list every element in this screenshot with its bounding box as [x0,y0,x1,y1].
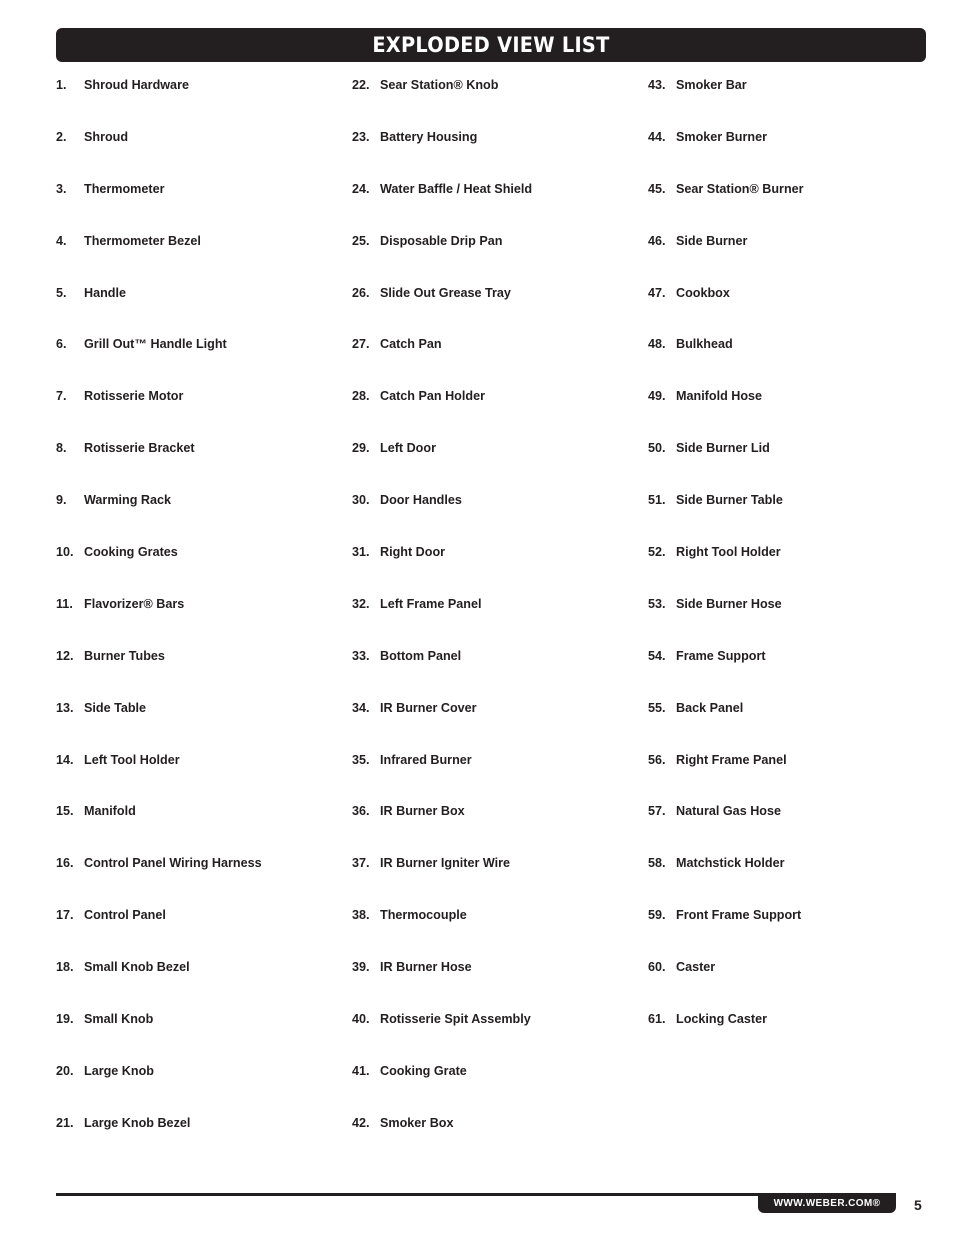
item-label: Manifold Hose [676,389,763,404]
item-label: Small Knob Bezel [84,960,190,975]
item-label: Side Table [84,700,147,715]
parts-column-2 [352,76,642,1166]
list-item [648,751,938,803]
item-label: Water Baffle / Heat Shield [380,181,533,196]
title-bar [56,28,926,62]
item-label: Smoker Bar [676,78,747,92]
item-label: Slide Out Grease Tray [380,285,511,300]
item-label: Smoker Box [380,1115,454,1130]
list-item [56,387,346,439]
list-item [648,128,938,180]
item-label: Side Burner Lid [676,441,770,456]
item-number: 6. [56,337,67,352]
item-number: 40. [352,1012,370,1027]
list-item [56,1010,346,1062]
item-number: 23. [352,129,370,144]
item-label: Handle [84,285,126,300]
item-label: Sear Station® Burner [676,181,804,196]
list-item [648,802,938,854]
item-number: 32. [352,596,370,611]
item-number: 37. [352,856,370,871]
list-item [56,439,346,491]
list-item [56,647,346,699]
item-label: Right Frame Panel [676,752,787,767]
item-number: 35. [352,752,370,767]
item-number: 3. [56,181,67,196]
list-item [352,906,642,958]
item-label: Side Burner [676,233,748,248]
item-number: 38. [352,908,370,923]
item-number: 16. [56,856,74,871]
list-item [352,543,642,595]
item-label: Caster [676,960,716,975]
list-item [648,906,938,958]
list-item [648,1010,938,1062]
item-label: Front Frame Support [676,908,802,923]
item-number: 39. [352,960,370,975]
item-number: 1. [56,78,67,92]
item-number: 51. [648,493,666,508]
item-number: 24. [352,181,370,196]
list-item [56,595,346,647]
list-item [648,543,938,595]
item-number: 48. [648,337,666,352]
item-number: 50. [648,441,666,456]
list-item [352,232,642,284]
item-label: Catch Pan Holder [380,389,485,404]
item-label: IR Burner Hose [380,960,472,975]
item-label: Rotisserie Motor [84,389,184,404]
list-item [648,647,938,699]
list-item [352,1010,642,1062]
list-item [648,854,938,906]
item-number: 46. [648,233,666,248]
item-label: Shroud [84,129,129,144]
item-number: 27. [352,337,370,352]
item-number: 45. [648,181,666,196]
item-number: 60. [648,960,666,975]
item-number: 52. [648,545,666,560]
item-label: Battery Housing [380,129,478,144]
item-number: 14. [56,752,74,767]
list-item [56,232,346,284]
item-number: 34. [352,700,370,715]
list-item [352,491,642,543]
list-item [56,128,346,180]
item-label: IR Burner Igniter Wire [380,856,511,871]
item-number: 42. [352,1115,370,1130]
list-item [648,387,938,439]
list-item [56,76,346,128]
list-item [56,491,346,543]
list-item [648,284,938,336]
item-number: 18. [56,960,74,975]
list-item [648,439,938,491]
item-label: Back Panel [676,700,744,715]
item-label: Manifold [84,804,136,819]
item-label: Large Knob [84,1063,154,1078]
list-item [56,543,346,595]
item-label: Side Burner Hose [676,596,782,611]
item-number: 13. [56,700,74,715]
item-label: Side Burner Table [676,493,783,508]
item-label: Locking Caster [676,1012,767,1027]
parts-column-1 [56,76,346,1166]
item-number: 19. [56,1012,74,1027]
item-number: 58. [648,856,666,871]
item-label: Matchstick Holder [676,856,785,871]
item-number: 26. [352,285,370,300]
item-label: IR Burner Box [380,804,465,819]
item-number: 9. [56,493,67,508]
item-number: 54. [648,648,666,663]
item-number: 55. [648,700,666,715]
list-item [56,1114,346,1166]
list-item [56,751,346,803]
item-label: Cooking Grates [84,545,178,560]
list-item [352,284,642,336]
item-number: 57. [648,804,666,819]
list-item [56,906,346,958]
item-label: Bottom Panel [380,648,462,663]
page-number: 5 [914,1197,922,1213]
item-number: 31. [352,545,370,560]
item-number: 43. [648,78,666,92]
item-label: Cooking Grate [380,1063,467,1078]
list-item [352,76,642,128]
item-number: 25. [352,233,370,248]
list-item [352,439,642,491]
list-item [56,284,346,336]
item-number: 44. [648,129,666,144]
item-label: Flavorizer® Bars [84,596,185,611]
item-number: 53. [648,596,666,611]
list-item [352,854,642,906]
item-label: Control Panel [84,908,166,923]
item-number: 12. [56,648,74,663]
list-item [648,76,938,128]
website-badge [758,1193,896,1213]
list-item [352,802,642,854]
list-item [352,958,642,1010]
list-item [648,180,938,232]
item-label: Shroud Hardware [84,78,189,92]
item-label: Door Handles [380,493,462,508]
item-number: 21. [56,1115,74,1130]
item-label: Infrared Burner [380,752,472,767]
item-label: IR Burner Cover [380,700,477,715]
item-number: 33. [352,648,370,663]
list-item [56,1062,346,1114]
item-label: Cookbox [676,285,730,300]
item-number: 28. [352,389,370,404]
item-number: 17. [56,908,74,923]
item-label: Left Tool Holder [84,752,180,767]
parts-column-3 [648,76,938,1062]
list-item [648,699,938,751]
item-label: Large Knob Bezel [84,1115,191,1130]
item-number: 61. [648,1012,666,1027]
list-item [352,180,642,232]
item-label: Frame Support [676,648,766,663]
item-label: Right Door [380,545,446,560]
item-number: 5. [56,285,67,300]
list-item [56,958,346,1010]
item-number: 15. [56,804,74,819]
list-item [352,1114,642,1166]
item-number: 4. [56,233,67,248]
item-number: 47. [648,285,666,300]
item-number: 56. [648,752,666,767]
item-label: Rotisserie Bracket [84,441,195,456]
item-label: Thermocouple [380,908,467,923]
item-number: 29. [352,441,370,456]
item-label: Small Knob [84,1012,154,1027]
list-item [56,699,346,751]
item-label: Disposable Drip Pan [380,233,503,248]
item-number: 36. [352,804,370,819]
list-item [56,854,346,906]
item-number: 8. [56,441,67,456]
list-item [352,335,642,387]
list-item [352,387,642,439]
list-item [56,335,346,387]
item-number: 59. [648,908,666,923]
page-title: EXPLODED VIEW LIST [372,33,610,57]
item-label: Natural Gas Hose [676,804,781,819]
item-label: Sear Station® Knob [380,78,499,92]
item-label: Warming Rack [84,493,172,508]
list-item [648,232,938,284]
item-label: Control Panel Wiring Harness [84,856,262,871]
list-item [648,491,938,543]
list-item [648,595,938,647]
item-label: Smoker Burner [676,129,767,144]
list-item [352,128,642,180]
item-label: Thermometer [84,181,165,196]
item-number: 10. [56,545,74,560]
list-item [352,595,642,647]
item-number: 20. [56,1063,74,1078]
item-number: 11. [56,596,73,611]
item-label: Burner Tubes [84,648,165,663]
list-item [352,1062,642,1114]
item-label: Right Tool Holder [676,545,781,560]
item-label: Bulkhead [676,337,733,352]
list-item [352,751,642,803]
website-url: WWW.WEBER.COM® [773,1197,881,1209]
list-item [648,958,938,1010]
item-label: Rotisserie Spit Assembly [380,1012,531,1027]
item-number: 2. [56,129,67,144]
item-label: Catch Pan [380,337,442,352]
item-label: Left Frame Panel [380,596,482,611]
item-number: 49. [648,389,666,404]
item-label: Grill Out™ Handle Light [84,337,227,352]
list-item [56,802,346,854]
item-number: 30. [352,493,370,508]
list-item [352,699,642,751]
list-item [648,335,938,387]
item-label: Thermometer Bezel [84,233,201,248]
list-item [352,647,642,699]
item-number: 7. [56,389,67,404]
item-number: 22. [352,78,370,92]
list-item [56,180,346,232]
item-label: Left Door [380,441,436,456]
item-number: 41. [352,1063,370,1078]
